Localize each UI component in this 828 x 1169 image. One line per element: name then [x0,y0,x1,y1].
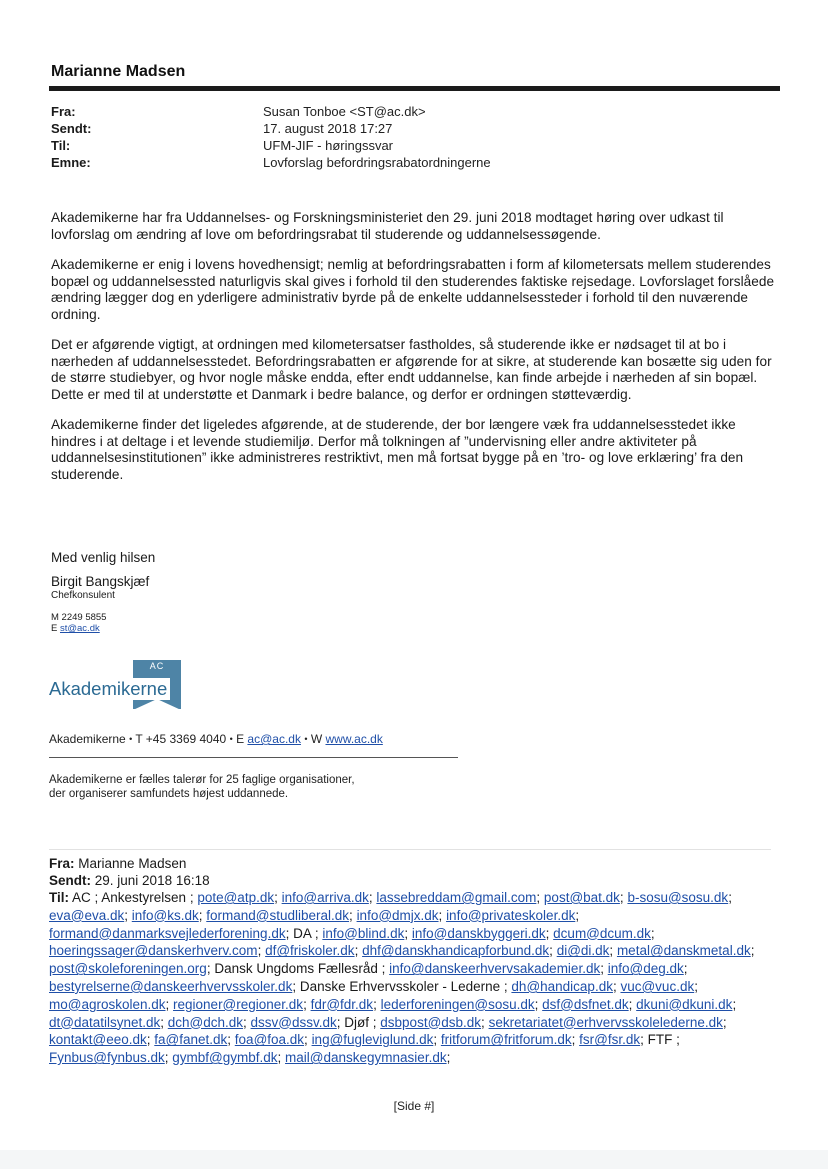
recipient-email-link[interactable]: df@friskoler.dk [265,943,355,959]
recipient-separator-text: ; [349,907,357,923]
signer-phone: M 2249 5855 [51,612,107,623]
recipient-email-link[interactable]: dssv@dssv.dk [250,1014,337,1030]
forwarded-sent-value: 29. juni 2018 16:18 [94,873,210,888]
org-web-link[interactable]: www.ac.dk [325,732,383,746]
recipient-separator-text: ; [571,1032,580,1048]
recipient-separator-text: ; [600,961,608,977]
org-web-prefix: W [310,732,323,746]
org-name: Akademikerne [49,732,126,746]
recipient-email-link[interactable]: bestyrelserne@danskeerhvervsskoler.dk [49,978,293,994]
signer-email-line [51,623,155,634]
org-email-link[interactable]: ac@ac.dk [247,732,301,746]
forwarded-sent [49,872,779,889]
recipient-email-link[interactable]: pote@atp.dk [197,890,275,905]
page-number: [Side #] [393,1099,435,1113]
recipient-email-link[interactable]: dkuni@dkuni.dk [636,996,733,1012]
recipient-separator-text: ; [274,890,282,905]
recipient-separator-text: ; [650,925,655,941]
header-key: Fra: [51,104,76,119]
signature-block [51,550,155,634]
recipient-separator-text: ; [728,890,732,905]
recipient-separator-text: ; [722,1014,727,1030]
forwarded-from [49,855,779,872]
recipient-email-link[interactable]: info@danskbyggeri.dk [411,925,546,941]
recipient-email-link[interactable]: dsf@dsfnet.dk [542,996,629,1012]
recipient-email-link[interactable]: dh@handicap.dk [511,978,613,994]
closing-greeting: Med venlig hilsen [51,550,156,565]
recipient-separator-text: ; [257,943,266,959]
recipient-separator-text: ; [549,943,557,959]
header-row-subject [51,155,751,172]
recipient-separator-text: ; [165,996,174,1012]
forwarded-to-key: Til: [49,890,69,905]
recipient-separator-text: ; [619,890,628,905]
recipient-email-link[interactable]: vuc@vuc.dk [620,978,695,994]
recipient-separator-text: ; [732,996,737,1012]
recipient-email-link[interactable]: mo@agroskolen.dk [49,996,166,1012]
recipient-email-link[interactable]: b-sosu@sosu.dk [627,890,729,905]
recipient-email-link[interactable]: info@arriva.dk [281,890,369,905]
bullet-separator: • [129,734,133,744]
org-contact-line [49,732,383,746]
recipient-email-link[interactable]: info@privateskoler.dk [446,907,576,923]
recipient-email-link[interactable]: info@blind.dk [322,925,405,941]
recipient-separator-text: ; FTF ; [640,1032,680,1048]
recipient-separator-text: ; [575,907,580,923]
recipient-separator-text: ; [368,890,377,905]
recipient-email-link[interactable]: post@bat.dk [543,890,620,905]
header-key: Til: [51,138,71,153]
recipient-email-link[interactable]: ing@fugleviglund.dk [311,1032,434,1048]
forwarded-from-key: Fra: [49,856,75,871]
recipient-email-link[interactable]: hoeringssager@danskerhverv.com [49,943,258,959]
recipient-separator-text: ; Djøf ; [336,1014,381,1030]
email-body [51,210,779,497]
recipient-email-link[interactable]: fsr@fsr.dk [579,1032,641,1048]
recipient-email-link[interactable]: dt@datatilsynet.dk [49,1014,161,1030]
recipient-list [49,889,779,1067]
recipient-email-link[interactable]: info@dmjx.dk [356,907,439,923]
email-prefix: E [51,623,60,634]
recipient-email-link[interactable]: metal@danskmetal.dk [616,943,751,959]
recipient-email-link[interactable]: regioner@regioner.dk [173,996,304,1012]
forwarded-message [49,855,779,1067]
recipient-separator-text: ; [354,943,363,959]
recipient-email-link[interactable]: mail@danskegymnasier.dk [285,1050,447,1066]
recipient-separator-text: ; [227,1032,235,1048]
header-value: UFM-JIF - høringssvar [263,138,393,153]
recipient-separator-text: ; [628,996,637,1012]
recipient-email-link[interactable]: sekretariatet@erhvervsskolelederne.dk [488,1014,723,1030]
recipient-email-link[interactable]: fdr@fdr.dk [310,996,374,1012]
recipient-separator-text: ; [438,907,447,923]
recipient-separator-text: ; DA ; [285,925,323,941]
bullet-separator: • [304,734,308,744]
recipient-email-link[interactable]: dch@dch.dk [167,1014,244,1030]
logo-badge-notch [133,699,181,710]
logo-badge-text: AC [149,661,165,671]
body-paragraph: Akademikerne er enig i lovens hovedhensigt; nemlig at befordringsrabatten i form af kilometersats mellem studerendes bopæl og uddannelsessted naturligvis skal gives i forhold til den studerendes faktiske rejsedage. Lovforslaget forslåede ændring lægger dog en yderligere administrativ byrde på de enkelte uddannelsessteder i forhold til den nuværende ordning. [51,257,775,322]
recipient-separator-text: ; [124,907,132,923]
org-description-line: Akademikerne er fælles talerør for 25 faglige organisationer, [49,774,355,786]
forward-divider [49,849,771,850]
recipient-email-link[interactable]: fritforum@fritforum.dk [440,1032,572,1048]
recipient-separator-text: ; [277,1050,286,1066]
recipient-email-link[interactable]: post@skoleforeningen.org [49,961,207,977]
recipient-separator-text: ; [433,1032,441,1048]
recipient-email-link[interactable]: dhf@danskhandicapforbund.dk [362,943,550,959]
bullet-separator: • [229,734,233,744]
email-headers [51,104,751,172]
recipient-separator-text: ; [534,996,543,1012]
body-paragraph: Akademikerne har fra Uddannelses- og Forskningsministeriet den 29. juni 2018 modtaget høring over udkast til lovforslag om ændring af love om befordringsrabat til studerende og uddannelsessøgende. [51,210,724,242]
recipient-email-link[interactable]: formand@studliberal.dk [206,907,350,923]
recipient-email-link[interactable]: lederforeningen@sosu.dk [380,996,535,1012]
header-rule [49,86,780,91]
recipient-email-link[interactable]: eva@eva.dk [49,907,125,923]
signer-email-link[interactable]: st@ac.dk [59,623,100,634]
recipient-email-link[interactable]: info@danskeerhvervsakademier.dk [389,961,601,977]
logo-wordmark: Akademikerne [49,678,170,700]
recipient-email-link[interactable]: foa@foa.dk [234,1032,305,1048]
recipient-email-link[interactable]: fa@fanet.dk [154,1032,228,1048]
recipient-separator-text: ; [304,1032,312,1048]
forwarded-sent-key: Sendt: [49,873,91,888]
org-description-line: der organiserer samfundets højest uddannede. [49,788,289,800]
recipient-separator-text: ; [303,996,311,1012]
recipient-separator-text: ; [536,890,544,905]
body-paragraph: Akademikerne finder det ligeledes afgørende, at de studerende, der bor længere væk fra uddannelsesstedet ikke hindres i at deltage i et levende studiemiljø. Derfor må tolkningen af ”undervisning eller andre aktiviteter på uddannelsesinstitutionen” ikke administreres restriktivt, men må fortsat bygge på en ’tro- og love erklæring’ fra den studerende. [51,417,744,482]
header-value: Lovforslag befordringsrabatordningerne [263,155,491,170]
recipient-separator-text: ; Dansk Ungdoms Fællesråd ; [206,961,390,977]
recipient-email-link[interactable]: dcum@dcum.dk [553,925,651,941]
recipient-email-link[interactable]: lassebreddam@gmail.com [376,890,537,905]
forwarded-from-value: Marianne Madsen [78,856,187,871]
header-value: Susan Tonboe <ST@ac.dk> [263,104,426,119]
header-value: 17. august 2018 17:27 [263,121,393,136]
recipient-separator-text: ; [198,907,207,923]
recipient-email-link[interactable]: formand@danmarksvejlederforening.dk [49,925,286,941]
recipient-separator-text: ; [146,1032,155,1048]
header-key: Sendt: [51,121,92,136]
footer-band [0,1150,828,1169]
recipient-separator-text: ; [750,943,755,959]
org-phone: T +45 3369 4040 [135,732,227,746]
recipient-email-link[interactable]: Fynbus@fynbus.dk [49,1050,165,1066]
recipient-email-link[interactable]: di@di.dk [556,943,610,959]
recipient-email-link[interactable]: gymbf@gymbf.dk [172,1050,278,1066]
signer-contact [51,612,155,634]
recipient-email-link[interactable]: dsbpost@dsb.dk [380,1014,482,1030]
recipient-separator-text: ; [164,1050,173,1066]
recipient-separator-text: ; [694,978,698,994]
recipient-separator-text: ; Danske Erhvervsskoler - Lederne ; [292,978,512,994]
recipient-email-link[interactable]: info@ks.dk [131,907,199,923]
recipient-email-link[interactable]: kontakt@eeo.dk [49,1032,147,1048]
recipient-separator-text: ; [612,978,621,994]
org-divider [49,757,458,758]
recipient-separator-text: ; [609,943,617,959]
recipient-separator-text: ; [683,961,688,977]
recipient-separator-text: AC ; Ankestyrelsen ; [72,890,198,905]
recipient-email-link[interactable]: info@deg.dk [607,961,684,977]
header-key: Emne: [51,155,91,170]
org-email-prefix: E [236,732,245,746]
recipient-separator-text: ; [481,1014,489,1030]
recipient-separator-text: ; [446,1050,451,1066]
header-row-sent [51,121,751,138]
body-paragraph: Det er afgørende vigtigt, at ordningen med kilometersatser fastholdes, så studerende ikke er nødsaget til at bo i nærheden af uddannelsesstedet. Befordringsrabatten er afgørende for at sikre, at studerende kan bosætte sig uden for de større studiebyer, og hvor nogle måske endda, efter endt uddannelse, kan finde arbejde i nærheden af sin bopæl. Dette er med til at understøtte et Danmark i bedre balance, og derfor er ordningen støtteværdig. [51,337,772,402]
recipient-separator-text: ; [243,1014,251,1030]
recipient-separator-text: ; [373,996,381,1012]
recipient-separator-text: ; [545,925,554,941]
header-row-from [51,104,751,121]
recipient-separator-text: ; [160,1014,168,1030]
header-row-to [51,138,751,155]
signer-title: Chefkonsulent [51,590,115,601]
signer-name: Birgit Bangskjæf [51,574,150,589]
recipient-separator-text: ; [404,925,412,941]
sender-name: Marianne Madsen [51,63,186,80]
org-description [49,773,469,801]
